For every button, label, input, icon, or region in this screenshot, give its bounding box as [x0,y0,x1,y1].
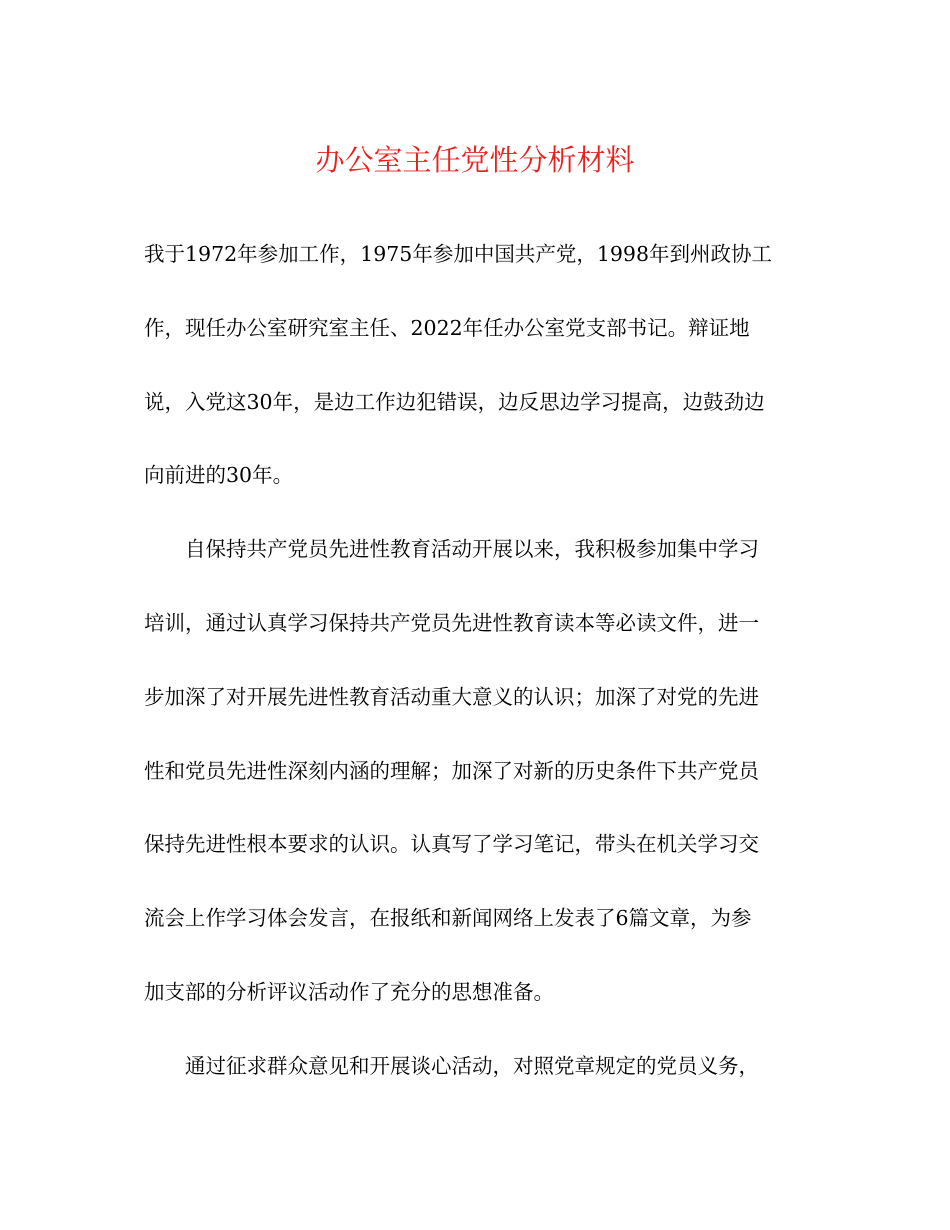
text-line: 向前进的30年。 [144,463,294,488]
text-line: 步加深了对开展先进性教育活动重大意义的认识；加深了对党的先进 [144,684,759,709]
paragraph-3 [144,1030,808,1104]
text-line: 保持先进性根本要求的认识。认真写了学习笔记，带头在机关学习交 [144,832,759,857]
document-body [144,218,808,1104]
text-line: 性和党员先进性深刻内涵的理解；加深了对新的历史条件下共产党员 [144,758,759,783]
text-line: 作，现任办公室研究室主任、2022年任办公室党支部书记。辩证地 [144,315,750,340]
text-line: 流会上作学习体会发言，在报纸和新闻网络上发表了6篇文章，为参 [144,906,752,931]
text-line: 加支部的分析评议活动作了充分的思想准备。 [144,979,554,1004]
text-line: 培训，通过认真学习保持共产党员先进性教育读本等必读文件，进一 [144,610,759,635]
text-line: 我于1972年参加工作，1975年参加中国共产党，1998年到州政协工 [144,242,773,266]
text-line: 说，入党这30年，是边工作边犯错误，边反思边学习提高，边鼓劲边 [144,389,765,414]
paragraph-2 [144,513,808,1030]
text-line: 通过征求群众意见和开展谈心活动，对照党章规定的党员义务， [185,1053,759,1078]
text-line: 自保持共产党员先进性教育活动开展以来，我积极参加集中学习 [185,537,759,562]
paragraph-1 [144,218,808,513]
document-title: 办公室主任党性分析材料 [315,143,635,177]
